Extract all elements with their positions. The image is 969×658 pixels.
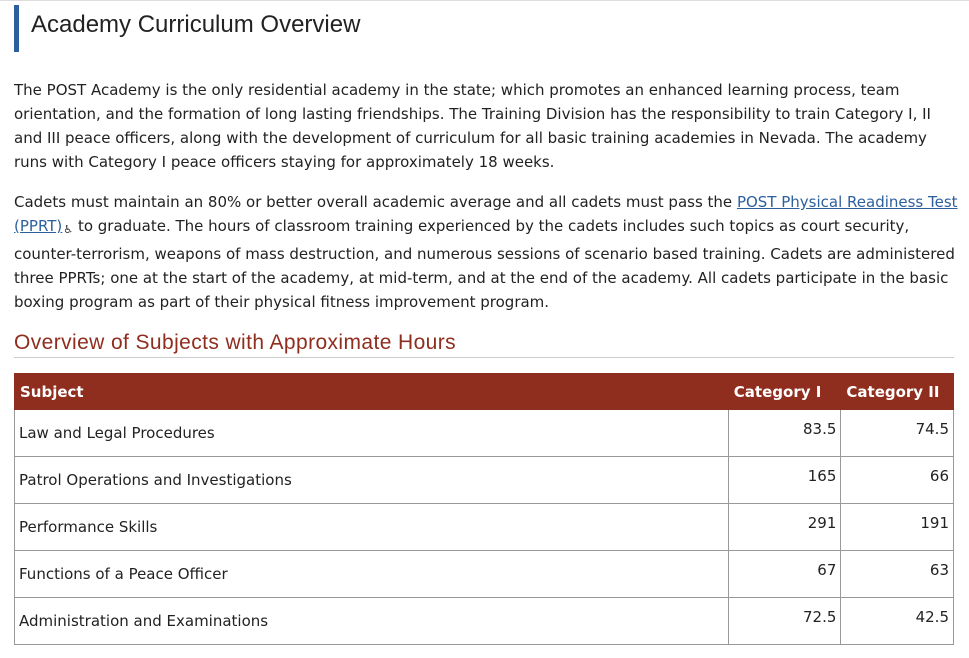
header-subject: Subject xyxy=(15,374,729,410)
subject-cell: Patrol Operations and Investigations xyxy=(15,457,729,504)
category-1-hours: 72.5 xyxy=(728,598,841,645)
header-category-1: Category I xyxy=(728,374,841,410)
section-divider xyxy=(14,357,954,358)
table-row xyxy=(15,410,954,457)
category-2-hours: 66 xyxy=(841,457,954,504)
top-divider xyxy=(0,0,969,1)
category-1-hours: 83.5 xyxy=(728,410,841,457)
intro-paragraph-2 xyxy=(14,190,959,314)
subjects-hours-table xyxy=(14,373,954,645)
wheelchair-icon: ♿ xyxy=(63,223,74,236)
subject-cell: Performance Skills xyxy=(15,504,729,551)
table-row xyxy=(15,457,954,504)
title-accent-bar xyxy=(14,5,19,52)
page-title: Academy Curriculum Overview xyxy=(31,11,361,38)
subject-cell: Functions of a Peace Officer xyxy=(15,551,729,598)
subject-cell: Law and Legal Procedures xyxy=(15,410,729,457)
category-2-hours: 74.5 xyxy=(841,410,954,457)
category-2-hours: 63 xyxy=(841,551,954,598)
category-1-hours: 67 xyxy=(728,551,841,598)
table-row xyxy=(15,504,954,551)
category-2-hours: 42.5 xyxy=(841,598,954,645)
intro-paragraph-1: The POST Academy is the only residential academy in the state; which promotes an enhanced learning process, team orientation, and the formation of long lasting friendships. The Training Division has the responsibility to train Category I, II and III peace officers, along with the development of curriculum for all basic training academies in Nevada. The academy runs with Category I peace officers staying for approximately 18 weeks. xyxy=(14,81,931,171)
paragraph-2-text-before: Cadets must maintain an 80% or better overall academic average and all cadets must pass the xyxy=(14,193,737,211)
table-header-row xyxy=(15,374,954,410)
header-category-2: Category II xyxy=(841,374,954,410)
pprt-link[interactable]: POST Physical Readiness Test (PPRT) xyxy=(14,193,958,235)
category-1-hours: 165 xyxy=(728,457,841,504)
section-heading: Overview of Subjects with Approximate Hours xyxy=(14,331,457,354)
subject-cell: Administration and Examinations xyxy=(15,598,729,645)
table-row xyxy=(15,598,954,645)
paragraph-2-text-after: to graduate. The hours of classroom training experienced by the cadets includes such topics as court security, counter-terrorism, weapons of mass destruction, and numerous sessions of scenario based training. Cadets are administered three PPRTs; one at the start of the academy, at mid-term, and at the end of the academy. All cadets participate in the basic boxing program as part of their physical fitness improvement program. xyxy=(14,217,955,311)
table-row xyxy=(15,551,954,598)
category-1-hours: 291 xyxy=(728,504,841,551)
category-2-hours: 191 xyxy=(841,504,954,551)
